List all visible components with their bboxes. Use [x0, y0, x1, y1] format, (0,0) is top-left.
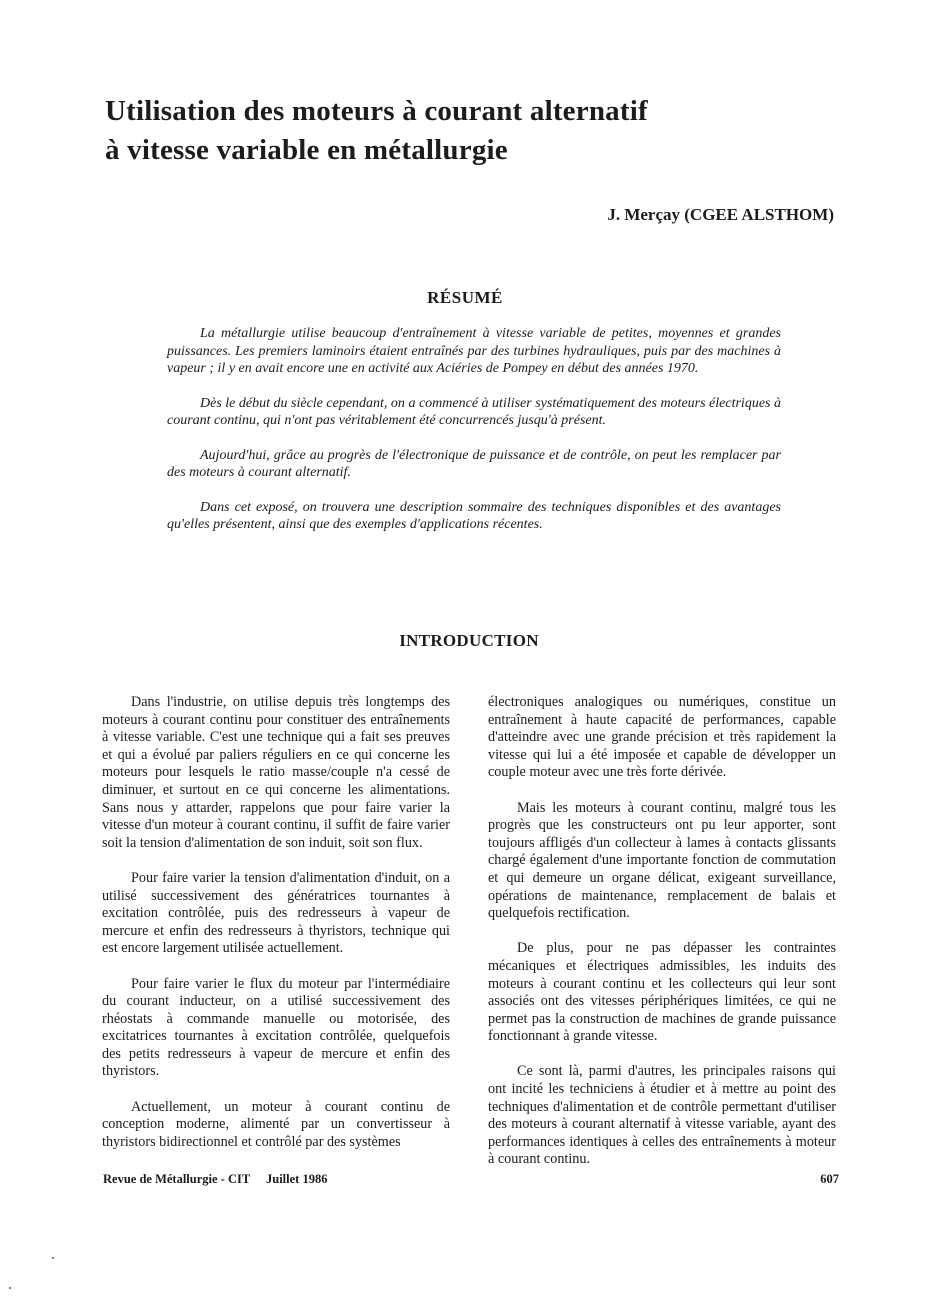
body-paragraph: Dans l'industrie, on utilise depuis très longtemps des moteurs à courant continu pour constituer des entraînements à vitesse variable. C'est une technique qui a fait ses preuves et qui a évolué par paliers réguliers en ce qui concerne les moteurs pour lesquels le ratio masse/couple n'a cessé de diminuer, et surtout en ce qui concerne les alimentations. Sans nous y attarder, rappelons que pour faire varier la vitesse d'un moteur à courant continu, il suffit de faire varier soit la tension d'alimentation de son induit, soit son flux. — [102, 694, 450, 851]
page-number: 607 — [820, 1172, 839, 1186]
footer-date: Juillet 1986 — [266, 1172, 328, 1186]
scan-speck — [9, 1287, 11, 1289]
title-line-2: à vitesse variable en métallurgie — [105, 134, 508, 166]
body-paragraph: Ce sont là, parmi d'autres, les principales raisons qui ont incité les techniciens à étudier et à mettre au point des techniques d'alimentation et de contrôle permettant d'utiliser des moteurs à courant alternatif à vitesse variable, ayant des performances identiques à celles des entraînements à moteur à courant continu. — [488, 1063, 836, 1168]
introduction-heading: INTRODUCTION — [399, 631, 539, 650]
resume-heading: RÉSUMÉ — [427, 288, 503, 307]
abstract-paragraph: La métallurgie utilise beaucoup d'entraînement à vitesse variable de petites, moyennes et grandes puissances. Les premiers laminoirs étaient entraînés par des turbines hydrauliques, puis par des machines à vapeur ; il y en avait encore une en activité aux Aciéries de Pompey en début des années 1970. — [167, 326, 781, 376]
body-paragraph: Pour faire varier le flux du moteur par l'intermédiaire du courant inducteur, on a utilisé successivement des rhéostats à commande manuelle ou motorisée, des excitatrices tournantes à excitation contrôlée, quelquefois des petits redresseurs à vapeur de mercure et enfin des thyristors. — [102, 975, 450, 1080]
body-paragraph: De plus, pour ne pas dépasser les contraintes mécaniques et électriques admissibles, les induits des moteurs à courant continu et les collecteurs qui leur sont associés ont des vitesses périphériques limitées, ce qui ne permet pas la construction de machines de grande puissance fonctionnant à grande vitesse. — [488, 940, 836, 1045]
body-column-right — [488, 694, 836, 1169]
body-paragraph-continuation: électroniques analogiques ou numériques, constitue un entraînement à haute capacité de performances, capable d'atteindre avec une grande précision et très rapidement la vitesse qui lui a été imposée et capable de développer un couple moteur avec une très forte dérivée. — [488, 694, 836, 781]
body-paragraph: Mais les moteurs à courant continu, malgré tous les progrès que les constructeurs ont pu leur apporter, sont toujours affligés d'un collecteur à lames à contacts glissants chargé également d'une importante fonction de commutation et qui demeure un organe délicat, exigeant surveillance, opérations de maintenance, remplacement de balais et quelquefois rectification. — [488, 799, 836, 922]
scan-speck — [52, 1257, 54, 1259]
abstract-paragraph: Dès le début du siècle cependant, on a commencé à utiliser systématiquement des moteurs électriques à courant continu, qui n'ont pas véritablement été concurrencés jusqu'à présent. — [167, 395, 781, 428]
author-line: J. Merçay (CGEE ALSTHOM) — [607, 205, 834, 224]
body-paragraph: Pour faire varier la tension d'alimentation d'induit, on a utilisé successivement des génératrices tournantes à excitation contrôlée, puis des redresseurs à vapeur de mercure et enfin des redresseurs à thyristors, technique qui est encore largement utilisée actuellement. — [102, 869, 450, 957]
title-line-1: Utilisation des moteurs à courant alternatif — [105, 95, 648, 127]
article-title — [105, 92, 825, 170]
footer-journal: Revue de Métallurgie - CIT — [103, 1172, 251, 1186]
body-column-left — [102, 694, 450, 1151]
abstract — [167, 325, 781, 551]
body-paragraph: Actuellement, un moteur à courant continu de conception moderne, alimenté par un convertisseur à thyristors bidirectionnel et contrôlé par des systèmes — [102, 1098, 450, 1150]
abstract-paragraph: Dans cet exposé, on trouvera une description sommaire des techniques disponibles et des avantages qu'elles présentent, ainsi que des exemples d'applications récentes. — [167, 499, 781, 532]
abstract-paragraph: Aujourd'hui, grâce au progrès de l'électronique de puissance et de contrôle, on peut les remplacer par des moteurs à courant alternatif. — [167, 447, 781, 480]
